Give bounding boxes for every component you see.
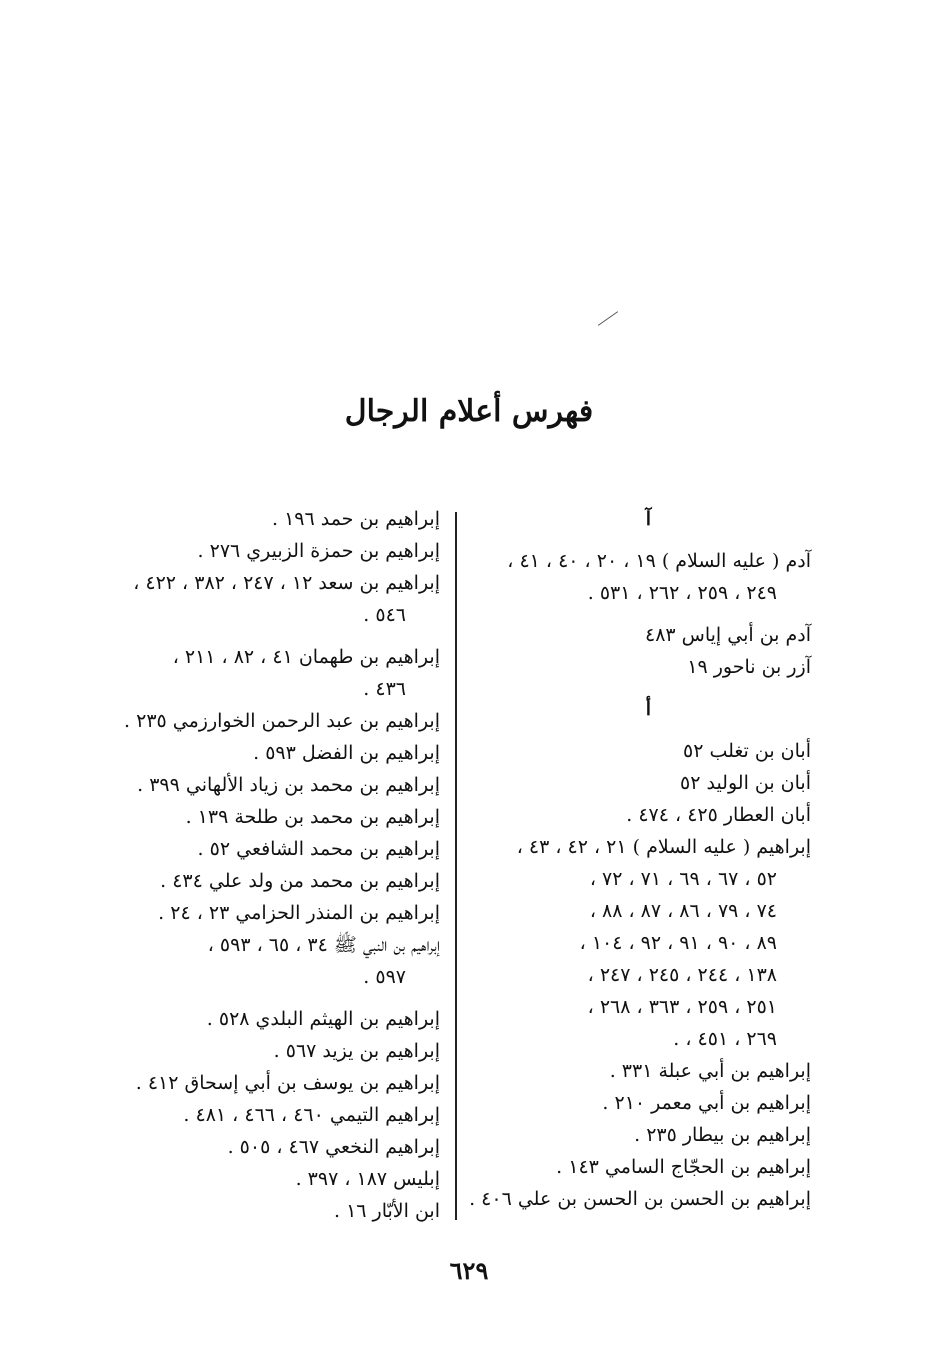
index-entry: إبراهيم بن بيطار ٢٣٥ .	[634, 1124, 811, 1146]
index-entry: إبراهيم بن محمد بن زياد الألهاني ٣٩٩ .	[137, 774, 440, 796]
index-entry: إبراهيم النخعي ٤٦٧ ، ٥٠٥ .	[227, 1136, 440, 1158]
index-entry: إبراهيم بن أبي معمر ٢١٠ .	[602, 1092, 811, 1114]
index-entry: إبراهيم بن النبي ﷺ ٣٤ ، ٦٥ ، ٥٩٣ ،	[207, 934, 440, 956]
index-entry: إبراهيم بن حمزة الزبيري ٢٧٦ .	[197, 540, 440, 562]
index-entry: إبراهيم بن حمد ١٩٦ .	[271, 508, 440, 530]
section-letter: آ	[645, 508, 651, 530]
index-entry: إبراهيم ( عليه السلام ) ٢١ ، ٤٢ ، ٤٣ ،	[516, 836, 811, 858]
index-entry: إبراهيم بن محمد الشافعي ٥٢ .	[197, 838, 440, 860]
index-entry-continuation: ٧٤ ، ٧٩ ، ٨٦ ، ٨٧ ، ٨٨ ،	[589, 900, 777, 922]
index-entry: إبراهيم بن الحجّاج السامي ١٤٣ .	[556, 1156, 811, 1178]
index-entry-continuation: ٢٥١ ، ٢٥٩ ، ٣٦٣ ، ٢٦٨ ،	[587, 996, 777, 1018]
index-entry: أبان بن الوليد ٥٢	[680, 772, 811, 794]
index-entry: إبراهيم بن محمد بن طلحة ١٣٩ .	[185, 806, 440, 828]
index-entry-continuation: ٢٤٩ ، ٢٥٩ ، ٢٦٢ ، ٥٣١ .	[587, 582, 777, 604]
index-column-left	[100, 503, 440, 1227]
stray-pen-mark	[598, 311, 618, 326]
index-entry: إبليس ١٨٧ ، ٣٩٧ .	[295, 1168, 440, 1190]
index-entry: آزر بن ناحور ١٩	[687, 656, 811, 678]
index-entry: إبراهيم بن الفضل ٥٩٣ .	[253, 742, 440, 764]
index-entry: إبراهيم بن الحسن بن الحسن بن علي ٤٠٦ .	[469, 1188, 811, 1210]
index-entry-continuation: ٨٩ ، ٩٠ ، ٩١ ، ٩٢ ، ١٠٤ ،	[579, 932, 777, 954]
index-entry: إبراهيم بن المنذر الحزامي ٢٣ ، ٢٤ .	[158, 902, 440, 924]
index-entry: إبراهيم بن سعد ١٢ ، ٢٤٧ ، ٣٨٢ ، ٤٢٢ ،	[133, 572, 440, 594]
index-entry-continuation: ٥٩٧ .	[363, 966, 406, 988]
index-entry: إبراهيم بن أبي عبلة ٣٣١ .	[609, 1060, 811, 1082]
index-entry: إبراهيم بن محمد من ولد علي ٤٣٤ .	[160, 870, 440, 892]
index-entry: آدم بن أبي إياس ٤٨٣	[645, 624, 811, 646]
index-entry: آدم ( عليه السلام ) ١٩ ، ٢٠ ، ٤٠ ، ٤١ ،	[507, 550, 811, 572]
index-entry: أبان بن تغلب ٥٢	[682, 740, 811, 762]
index-entry: إبراهيم التيمي ٤٦٠ ، ٤٦٦ ، ٤٨١ .	[183, 1104, 440, 1126]
index-entry-continuation: ٢٦٩ ، ٤٥١ ، .	[673, 1028, 777, 1050]
index-entry: ابن الأبّار ١٦ .	[334, 1200, 440, 1222]
index-entry-continuation: ٥٤٦ .	[363, 604, 406, 626]
section-letter: أ	[645, 698, 651, 720]
column-divider	[455, 512, 457, 1220]
index-entry-continuation: ٥٢ ، ٦٧ ، ٦٩ ، ٧١ ، ٧٢ ،	[589, 868, 777, 890]
index-entry: إبراهيم بن يوسف بن أبي إسحاق ٤١٢ .	[135, 1072, 440, 1094]
index-column-right	[469, 503, 811, 1215]
index-entry: إبراهيم بن عبد الرحمن الخوارزمي ٢٣٥ .	[124, 710, 440, 732]
index-entry: إبراهيم بن يزيد ٥٦٧ .	[273, 1040, 440, 1062]
index-entry: إبراهيم بن طهمان ٤١ ، ٨٢ ، ٢١١ ،	[172, 646, 440, 668]
index-entry: أبان العطار ٤٢٥ ، ٤٧٤ .	[626, 804, 811, 826]
index-entry-continuation: ٤٣٦ .	[363, 678, 406, 700]
page-number: ٦٢٩	[449, 1256, 489, 1285]
index-entry-continuation: ١٣٨ ، ٢٤٤ ، ٢٤٥ ، ٢٤٧ ،	[587, 964, 777, 986]
index-entry: إبراهيم بن الهيثم البلدي ٥٢٨ .	[206, 1008, 440, 1030]
page-title: فهرس أعلام الرجال	[344, 394, 594, 429]
